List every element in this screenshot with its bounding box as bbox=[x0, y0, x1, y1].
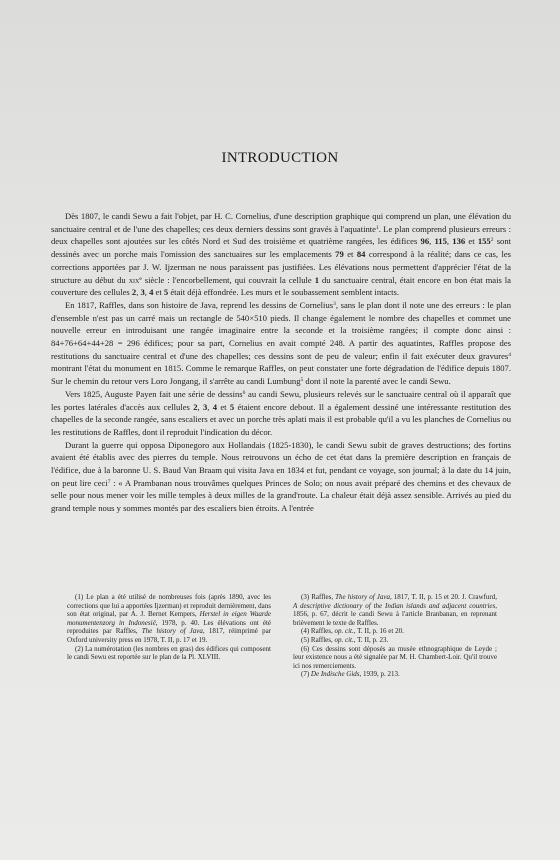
text-run: Dès 1807, le candi Sewu a fait l'objet, par H. C. Cornelius, d'une description graphique qui comprend un plan, une élévation du sanctuaire central et de l'une des chapelles; ces deux derniers dessins sont gravés à l'aquatinte bbox=[51, 211, 511, 234]
text-run: correspond à la réalité; dans ce cas, les corrections apportées par J. W. Ijzerman ne nous paraissent pas justifiées. Les élévations nous permettent d'apprécier l'état de la structure au début du bbox=[51, 249, 511, 285]
footnote bbox=[293, 627, 497, 636]
footnote-ref: 4 bbox=[508, 351, 511, 358]
footnotes-left-column bbox=[67, 593, 271, 679]
text-run: étaient encore debout. Il a également dessiné une intéressante restitution des chapelles de la seconde rangée, sans escaliers et avec un porche très aplati mais il est probable qu'il a vu les planches de Cornelius ou les restitutions de Raffles, dont il reproduit l'indication du décor. bbox=[51, 401, 511, 437]
bold-number: 3 bbox=[202, 401, 208, 412]
text-run: , bbox=[144, 287, 150, 298]
footnote-ref: 6 bbox=[242, 389, 246, 396]
italic-title: Herstel in eigen Waarde monumentenzorg in Indonesië bbox=[67, 610, 271, 627]
bold-number: 1 bbox=[314, 274, 319, 285]
text-run: , 1978, p. 40. Les élévations ont été reproduites par Raffles, bbox=[67, 618, 271, 636]
footnote-ref: 7 bbox=[107, 478, 111, 485]
text-run: , sans le plan dont il note une des erreurs : le plan d'ensemble n'est pas un carré mais un rectangle de 540×510 pieds. Il change également le nombre des chapelles et commet une nouvelle erreur en introduisant une rangée imaginaire entre la seconde et la troisième rangées; il compte donc ainsi : 84+76+64+44+28 = 296 édifices; pour sa part, Cornelius en avait compté 248. A partir des aquatintes, Raffles propose des restitutions du sanctuaire central et d'une des chapelles; ces dessins sont de peu de valeur; enfin il fait exécuter deux gravures bbox=[51, 299, 511, 361]
text-run: , bbox=[197, 401, 203, 412]
text-run: (5) Raffles, bbox=[301, 635, 335, 644]
footnote bbox=[67, 593, 271, 645]
text-run: : « A Prambanan nous trouvâmes quelques Princes de Solo; on nous avait préparé des chemins et des chevaux de selle pour nous mener voir les mille temples à deux milles de la grand'route. La chaleur était déjà assez sensible. Arrivés au pied du grand temple nous y sommes montés par des escaliers bien étroits. A l'entrée bbox=[51, 477, 511, 514]
footnotes-right-column bbox=[293, 593, 497, 679]
footnote bbox=[293, 645, 497, 671]
italic-title: op. cit. bbox=[334, 627, 354, 636]
footnote bbox=[293, 670, 497, 679]
text-run: (4) Raffles, bbox=[301, 627, 335, 636]
text-run: était déjà effondrée. Les murs et le soubassement semblent intacts. bbox=[168, 287, 400, 298]
bold-number: 79 bbox=[335, 249, 344, 260]
footnote-ref: 3 bbox=[333, 300, 336, 307]
bold-number: 4 bbox=[149, 287, 154, 298]
paragraph bbox=[51, 388, 511, 439]
bold-number: 136 bbox=[452, 236, 466, 247]
footnotes bbox=[67, 593, 497, 679]
text-run: (6) Ces dessins sont déposés au musée ethnographique de Leyde ; leur existence nous a été signalée par M. H. Chambert-Loir. Qu'il trouve ici nos remerciements. bbox=[293, 644, 497, 670]
italic-title: op. cit. bbox=[334, 635, 354, 644]
text-run: au candi Sewu, plusieurs relevés sur le sanctuaire central où il apparaît que les portes latérales d'accès aux cellules bbox=[51, 388, 511, 412]
italic-title: The history of Java bbox=[141, 627, 203, 636]
text-run: montrant l'état du monument en 1815. Comme le remarque Raffles, on peut constater une forte dégradation de l'édifice depuis 1807. Sur le chemin du retour vers Loro Jongang, il s'arrête au candi Lumbung bbox=[51, 363, 511, 387]
bold-number: 84 bbox=[356, 249, 366, 260]
small-caps-text: xix bbox=[128, 274, 140, 285]
footnote-ref: e bbox=[139, 275, 142, 282]
text-run: , bbox=[429, 236, 435, 247]
page-title: INTRODUCTION bbox=[221, 150, 339, 166]
footnote-ref: 5 bbox=[300, 377, 304, 384]
text-run: (1) Le plan a été utilisé de nombreuses fois (après 1890, avec les corrections que lui a apportées Ijzerman) et reproduit dernièrement, dans son état original, par A. J. Bernet Kempers, bbox=[67, 593, 271, 619]
paragraph bbox=[51, 439, 511, 515]
text-run: , 1817, réimprimé par Oxford university press en 1978, T. II, p. 17 et 19. bbox=[67, 627, 272, 644]
footnote-ref: 2 bbox=[490, 237, 494, 244]
bold-number: 2 bbox=[131, 287, 137, 298]
bold-number: 5 bbox=[163, 287, 169, 298]
italic-title: A descriptive dictionary of the Indian islands and adjacent countries bbox=[293, 601, 496, 610]
text-run: Vers 1825, Auguste Payen fait une série de dessins bbox=[65, 388, 243, 399]
italic-title: The history of Java bbox=[335, 593, 390, 601]
text-run: , T. II, p. 23. bbox=[353, 635, 389, 644]
text-run: et bbox=[217, 401, 230, 412]
text-run: du sanctuaire central, était encore en bon état mais la couverture des cellules bbox=[51, 274, 511, 298]
text-run: (3) Raffles, bbox=[301, 593, 336, 601]
footnote bbox=[67, 645, 271, 662]
footnote bbox=[293, 593, 497, 627]
text-run: . Le plan comprend plusieurs erreurs : deux chapelles sont ajoutées sur les côtés Nord et Sud des troisième et quatrième rangées, les édifices bbox=[51, 223, 511, 247]
footnote bbox=[293, 636, 497, 645]
bold-number: 2 bbox=[193, 401, 198, 412]
text-run: et bbox=[153, 287, 164, 298]
bold-number: 5 bbox=[229, 401, 235, 412]
paragraph bbox=[51, 299, 511, 388]
bold-number: 4 bbox=[212, 401, 218, 412]
text-run: dont il note la parenté avec le candi Sewu. bbox=[303, 376, 451, 387]
text-run: , bbox=[446, 236, 453, 247]
text-run: et bbox=[343, 249, 357, 260]
text-run: sont dessinés avec un porche mais l'omission des sanctuaires sur les emplacements bbox=[51, 236, 512, 260]
footnote-ref: 1 bbox=[375, 224, 379, 231]
text-run: et bbox=[465, 236, 478, 247]
italic-title: De Indische Gids bbox=[310, 670, 360, 679]
text-run: , bbox=[207, 401, 213, 412]
bold-number: 3 bbox=[140, 287, 145, 298]
text-run: , T. II, p. 16 et 20. bbox=[353, 627, 404, 636]
text-run: , 1856, p. 67, décrit le candi Sewu à l'article Branbanan, en reprenant brièvement le texte de Raffles. bbox=[293, 601, 497, 627]
text-run: siècle : l'encorbellement, qui couvrait la cellule bbox=[141, 274, 315, 285]
text-run: , bbox=[136, 287, 141, 298]
text-run: , 1817, T. II, p. 15 et 20. J. Crawfurd, bbox=[389, 593, 497, 601]
text-run: Durant la guerre qui opposa Diponegoro aux Hollandais (1825-1830), le candi Sewu subit de graves destructions; des fortins avaient été établis avec des pierres du temple. Nous retrouvons un écho de cet état dans la première description en français de l'édifice, due à la baronne U. S. Baud Van Braam qui visita Java en 1834 et fut, pendant ce voyage, son journal; à la date du 14 juin, on peut lire ceci bbox=[51, 439, 511, 488]
body-text bbox=[51, 210, 511, 515]
text-run: En 1817, Raffles, dans son histoire de Java, reprend les dessins de Cornelius bbox=[65, 299, 334, 310]
paragraph bbox=[51, 210, 511, 299]
bold-number: 155 bbox=[477, 236, 491, 247]
text-run: (2) La numérotation (les nombres en gras) des édifices qui composent le candi Sewu est reportée sur le plan de la Pl. XLVIII. bbox=[67, 644, 271, 662]
bold-number: 96 bbox=[420, 236, 430, 247]
bold-number: 115 bbox=[434, 236, 447, 247]
text-run: (7) bbox=[301, 670, 311, 679]
text-run: , 1939, p. 213. bbox=[359, 670, 400, 679]
